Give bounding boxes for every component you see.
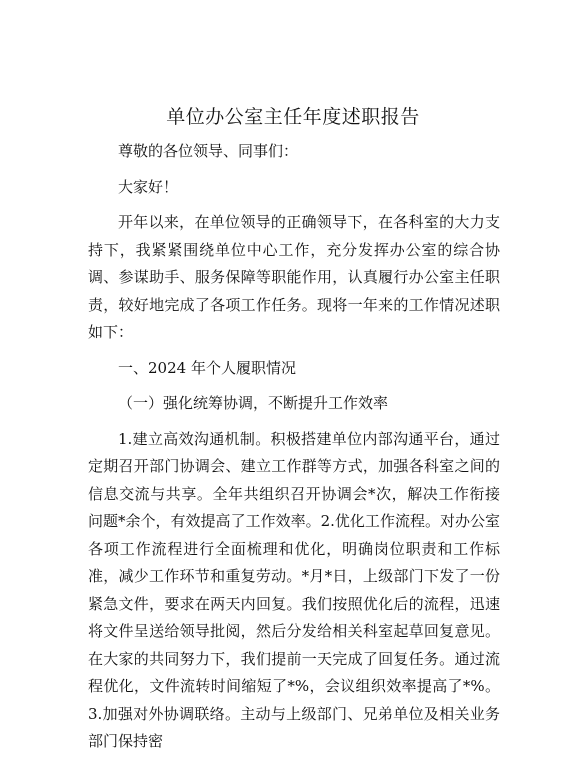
body-paragraph-1: 1.建立高效沟通机制。积极搭建单位内部沟通平台，通过定期召开部门协调会、建立工作群等方式，加强各科室之间的信息交流与共享。全年共组织召开协调会*次，解决工作衔接问题*余个，有效提高了工作效率。2.优化工作流程。对办公室各项工作流程进行全面梳理和优化，明确岗位职责和工作标准，减少工作环节和重复劳动。*月*日，上级部门下发了一份紧急文件，要求在两天内回复。我们按照优化后的流程，迅速将文件呈送给领导批阅，然后分发给相关科室起草回复意见。在大家的共同努力下，我们提前一天完成了回复任务。通过流程优化，文件流转时间缩短了*%，会议组织效率提高了*%。3.加强对外协调联络。主动与上级部门、兄弟单位及相关业务部门保持密 [88, 429, 500, 750]
document-body [88, 138, 500, 756]
subsection-heading-1: （一）强化统筹协调，不断提升工作效率 [118, 394, 389, 412]
greeting: 大家好！ [118, 177, 179, 196]
section-heading-1: 一、2024 年个人履职情况 [118, 358, 296, 377]
salutation: 尊敬的各位领导、同事们： [118, 142, 299, 160]
document-title: 单位办公室主任年度述职报告 [166, 106, 420, 128]
intro-paragraph: 开年以来，在单位领导的正确领导下，在各科室的大力支持下，我紧紧围绕单位中心工作，充分发挥办公室的综合协调、参谋助手、服务保障等职能作用，认真履行办公室主任职责，较好地完成了各项工作任务。现将一年来的工作情况述职如下： [88, 213, 500, 341]
